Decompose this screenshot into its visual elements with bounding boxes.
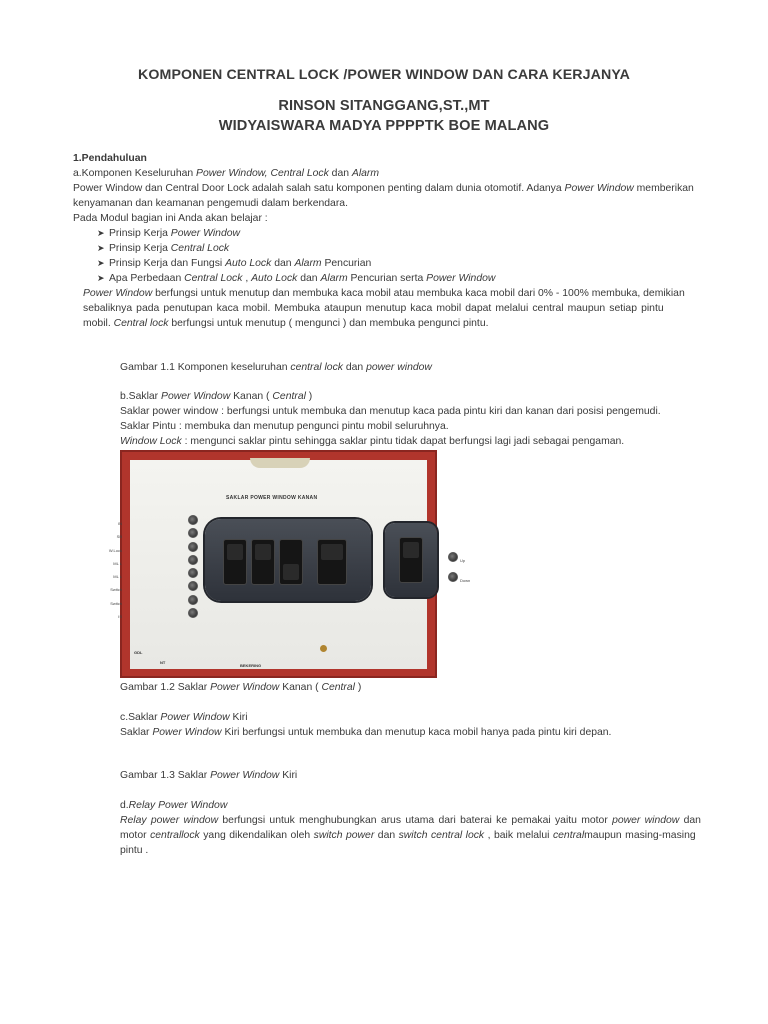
power-window-paragraph	[83, 286, 695, 331]
led-icon	[448, 572, 458, 582]
power-window-switch-photo	[108, 450, 471, 678]
section-b	[120, 389, 695, 449]
arrow-bullet-icon: ➤	[97, 228, 105, 238]
author-name: RINSON SITANGGANG,ST.,MT	[278, 98, 490, 114]
window-switch	[251, 539, 275, 585]
led-label: Up	[460, 558, 466, 563]
led-icon	[188, 515, 198, 525]
switch-panel	[108, 460, 471, 669]
led-icon	[188, 608, 198, 618]
bullet-item: ➤ Prinsip Kerja Central Lock	[97, 243, 230, 254]
section-c-line: Saklar Power Window Kiri berfungsi untuk membuka dan menutup kaca mobil hanya pada pintu kiri depan.	[120, 727, 612, 738]
intro-paragraph-line: Power Window dan Central Door Lock adalah salah satu komponen penting dalam dunia otomotif. Adanya Power Window memberikan	[73, 183, 694, 194]
led-label: IN	[118, 521, 122, 526]
door-lock-switch	[399, 537, 423, 583]
led-icon	[188, 555, 198, 565]
led-label: Switch	[110, 600, 122, 606]
paragraph-line: sebaliknya pada penutupan kaca mobil. Membuka ataupun menutup kaca mobil dapat melalui central maupun setiap pintu	[83, 303, 664, 314]
section-d-heading: d.Relay Power Window	[120, 800, 228, 811]
arrow-bullet-icon: ➤	[97, 243, 105, 253]
led-label: W.Lock	[108, 547, 122, 553]
top-knob-shape	[250, 458, 310, 468]
led-icon	[188, 528, 198, 538]
paragraph-line: Power Window berfungsi untuk menutup dan membuka kaca mobil atau membuka kaca mobil dari 0% - 100% membuka, demikian	[83, 288, 685, 299]
bottom-label: GDL	[134, 650, 143, 655]
bullet-item: ➤ Prinsip Kerja Power Window	[97, 228, 241, 239]
section-b-line: Saklar Pintu : membuka dan menutup pengunci pintu mobil seluruhnya.	[120, 421, 449, 432]
bullet-item: ➤ Apa Perbedaan Central Lock , Auto Lock dan Alarm Pencurian serta Power Window	[97, 273, 496, 284]
subsection-a: a.Komponen Keseluruhan Power Window, Central Lock dan Alarm	[73, 168, 380, 179]
figure-caption-3: Gambar 1.3 Saklar Power Window Kiri	[120, 770, 298, 781]
figure-caption-1: Gambar 1.1 Komponen keseluruhan central lock dan power window	[120, 362, 432, 373]
led-label: IS	[118, 614, 122, 620]
paragraph-line: mobil. Central lock berfungsi untuk menutup ( mengunci ) dan membuka pengunci pintu.	[83, 318, 489, 329]
intro-paragraph-line: kenyamanan dan keamanan pengemudi dalam berkendara.	[73, 198, 348, 209]
window-switch	[279, 539, 303, 585]
led-icon	[188, 568, 198, 578]
led-label: ML L	[113, 574, 122, 580]
section-b-line: Saklar power window : berfungsi untuk membuka dan menutup kaca pada pintu kiri dan kanan dari posisi pengemudi.	[120, 406, 661, 417]
section-heading: 1.Pendahuluan	[73, 153, 147, 164]
lock-switch	[317, 539, 347, 585]
bullet-item: ➤ Prinsip Kerja dan Fungsi Auto Lock dan Alarm Pencurian	[97, 258, 372, 269]
door-lock-bezel	[385, 523, 437, 597]
window-switch	[223, 539, 247, 585]
section-c	[120, 710, 695, 740]
document-title: KOMPONEN CENTRAL LOCK /POWER WINDOW DAN CARA KERJANYA	[138, 67, 630, 83]
intro-section	[73, 151, 695, 286]
led-icon	[188, 595, 198, 605]
section-b-heading: b.Saklar Power Window Kanan ( Central )	[120, 391, 313, 402]
led-label: Switch	[110, 587, 122, 593]
led-icon	[188, 581, 198, 591]
section-d-line: pintu .	[120, 845, 149, 856]
led-icon	[448, 552, 458, 562]
section-c-heading: c.Saklar Power Window Kiri	[120, 712, 248, 723]
section-d-line: motor centrallock yang dikendalikan oleh switch power dan switch central lock , baik melalui centralmaupun masing-masing	[120, 830, 696, 841]
section-d-line: Relay power window berfungsi untuk menghubungkan arus utama dari baterai ke pemakai yaitu motor power window dan	[120, 815, 701, 826]
arrow-bullet-icon: ➤	[97, 258, 105, 268]
module-intro-line: Pada Modul bagian ini Anda akan belajar :	[73, 213, 268, 224]
led-label: ML L	[113, 560, 122, 566]
led-label: SB	[116, 534, 122, 540]
screw-icon	[320, 645, 327, 652]
figure-caption-2: Gambar 1.2 Saklar Power Window Kanan ( Central )	[120, 682, 362, 693]
bottom-label: BEKERING	[240, 663, 262, 668]
switch-bezel	[205, 519, 371, 601]
led-icon	[188, 542, 198, 552]
bottom-label: NT	[160, 660, 166, 665]
author-affiliation: WIDYAISWARA MADYA PPPPTK BOE MALANG	[218, 118, 550, 134]
section-d	[120, 798, 701, 858]
arrow-bullet-icon: ➤	[97, 273, 105, 283]
panel-title: SAKLAR POWER WINDOW KANAN	[226, 495, 318, 501]
led-label: Down	[460, 578, 471, 583]
section-b-line: Window Lock : mengunci saklar pintu sehingga saklar pintu tidak dapat berfungsi lagi jadi sebagai pengaman.	[120, 436, 625, 447]
